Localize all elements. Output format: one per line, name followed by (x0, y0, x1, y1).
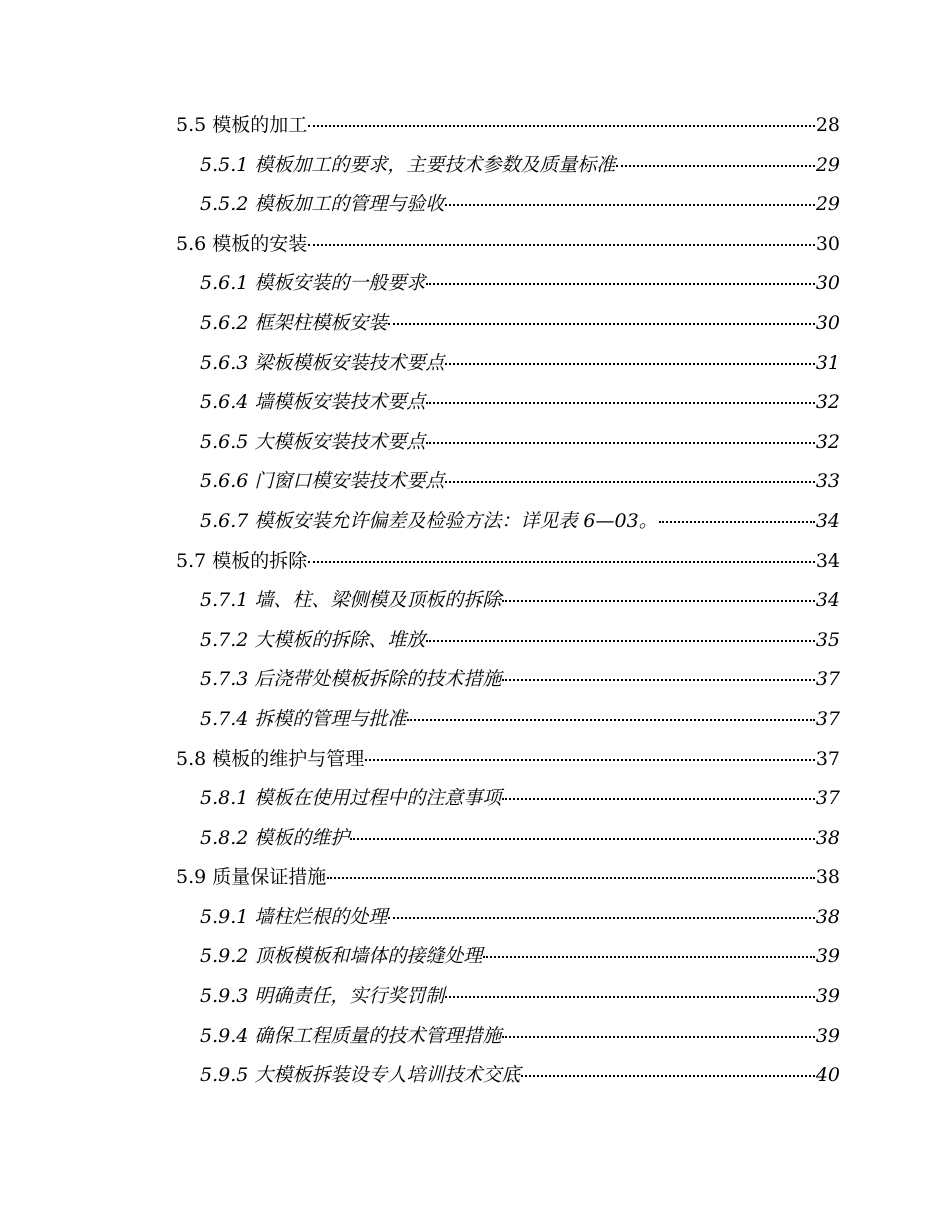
toc-entry-title: 5.6.6 门窗口模安装技术要点 (200, 470, 445, 493)
dot-leader (445, 202, 814, 206)
toc-entry-page-number: 38 (815, 866, 840, 889)
toc-entry-page-number: 40 (815, 1064, 840, 1087)
toc-entry-title: 5.6.5 大模板安装技术要点 (200, 430, 426, 453)
toc-subsection-entry[interactable] (176, 264, 840, 304)
toc-entry-title: 5.8.2 模板的维护 (200, 826, 350, 849)
toc-entry-page-number: 28 (815, 114, 840, 136)
toc-entry-title: 5.7.3 后浇带处模板拆除的技术措施 (200, 668, 502, 691)
toc-entry-title: 5.6 模板的安装 (176, 232, 308, 255)
toc-entry-page-number: 34 (815, 589, 840, 612)
toc-section-entry[interactable] (176, 740, 840, 780)
toc-entry-page-number: 32 (815, 391, 840, 414)
toc-entry-page-number: 30 (815, 272, 840, 295)
dot-leader (502, 598, 814, 602)
toc-entry-page-number: 30 (815, 311, 840, 334)
dot-leader (308, 242, 815, 246)
toc-entry-title: 5.8 模板的维护与管理 (176, 747, 365, 770)
dot-leader (521, 1073, 814, 1077)
toc-entry-title: 5.6.3 梁板模板安装技术要点 (200, 351, 445, 374)
toc-entry-title: 5.9.2 顶板模板和墙体的接缝处理 (200, 945, 483, 968)
dot-leader (350, 836, 814, 840)
toc-section-entry[interactable] (176, 542, 840, 582)
dot-leader (426, 638, 814, 642)
toc-entry-page-number: 29 (815, 193, 840, 216)
toc-entry-page-number: 39 (815, 945, 840, 968)
toc-section-entry[interactable] (176, 858, 840, 898)
toc-subsection-entry[interactable] (176, 819, 840, 859)
toc-entry-page-number: 37 (815, 747, 840, 770)
toc-subsection-entry[interactable] (176, 383, 840, 423)
toc-entry-page-number: 39 (815, 985, 840, 1008)
toc-section-entry[interactable] (176, 225, 840, 265)
toc-subsection-entry[interactable] (176, 937, 840, 977)
toc-entry-title: 5.5 模板的加工 (176, 114, 308, 136)
toc-entry-title: 5.9.3 明确责任，实行奖罚制 (200, 985, 445, 1008)
toc-entry-title: 5.8.1 模板在使用过程中的注意事项 (200, 787, 502, 810)
toc-subsection-entry[interactable] (176, 581, 840, 621)
table-of-contents (176, 106, 840, 1096)
dot-leader (426, 440, 814, 444)
toc-subsection-entry[interactable] (176, 185, 840, 225)
toc-entry-page-number: 33 (815, 470, 840, 493)
dot-leader (308, 123, 815, 127)
dot-leader (616, 163, 814, 167)
toc-subsection-entry[interactable] (176, 423, 840, 463)
dot-leader (327, 875, 815, 879)
toc-entry-title: 5.7 模板的拆除 (176, 549, 308, 572)
toc-subsection-entry[interactable] (176, 462, 840, 502)
toc-entry-title: 5.6.2 框架柱模板安装 (200, 311, 388, 334)
toc-entry-page-number: 31 (815, 351, 840, 374)
toc-entry-page-number: 38 (815, 905, 840, 928)
dot-leader (388, 915, 814, 919)
toc-entry-page-number: 37 (815, 787, 840, 810)
toc-subsection-entry[interactable] (176, 779, 840, 819)
toc-entry-title: 5.7.1 墙、柱、梁侧模及顶板的拆除 (200, 589, 502, 612)
toc-entry-page-number: 30 (815, 232, 840, 255)
toc-entry-page-number: 32 (815, 430, 840, 453)
toc-entry-title: 5.7.2 大模板的拆除、堆放 (200, 628, 426, 651)
dot-leader (502, 796, 814, 800)
toc-subsection-entry[interactable] (176, 660, 840, 700)
dot-leader (445, 994, 814, 998)
toc-subsection-entry[interactable] (176, 502, 840, 542)
toc-entry-page-number: 37 (815, 668, 840, 691)
toc-subsection-entry[interactable] (176, 1017, 840, 1057)
toc-entry-page-number: 39 (815, 1024, 840, 1047)
dot-leader (426, 281, 814, 285)
toc-entry-title: 5.9.4 确保工程质量的技术管理措施 (200, 1024, 502, 1047)
toc-subsection-entry[interactable] (176, 700, 840, 740)
toc-subsection-entry[interactable] (176, 146, 840, 186)
toc-subsection-entry[interactable] (176, 304, 840, 344)
toc-subsection-entry[interactable] (176, 977, 840, 1017)
toc-entry-title: 5.5.1 模板加工的要求，主要技术参数及质量标准 (200, 153, 616, 176)
toc-entry-page-number: 34 (815, 509, 840, 532)
toc-entry-page-number: 38 (815, 826, 840, 849)
toc-entry-title: 5.9.1 墙柱烂根的处理 (200, 905, 388, 928)
dot-leader (659, 519, 815, 523)
toc-entry-title: 5.5.2 模板加工的管理与验收 (200, 193, 445, 216)
toc-entry-page-number: 29 (815, 153, 840, 176)
toc-entry-title: 5.9 质量保证措施 (176, 866, 327, 889)
toc-entry-page-number: 35 (815, 628, 840, 651)
dot-leader (308, 559, 815, 563)
dot-leader (388, 321, 814, 325)
dot-leader (365, 757, 815, 761)
dot-leader (407, 717, 814, 721)
toc-subsection-entry[interactable] (176, 1056, 840, 1096)
toc-subsection-entry[interactable] (176, 621, 840, 661)
toc-entry-title: 5.7.4 拆模的管理与批准 (200, 707, 407, 730)
toc-subsection-entry[interactable] (176, 344, 840, 384)
toc-subsection-entry[interactable] (176, 898, 840, 938)
dot-leader (445, 361, 814, 365)
dot-leader (426, 400, 814, 404)
toc-entry-page-number: 34 (815, 549, 840, 572)
dot-leader (445, 479, 814, 483)
toc-entry-title: 5.6.7 模板安装允许偏差及检验方法：详见表 6—03。 (200, 509, 658, 532)
toc-section-entry[interactable] (176, 106, 840, 146)
dot-leader (502, 1034, 814, 1038)
toc-entry-page-number: 37 (815, 707, 840, 730)
dot-leader (502, 677, 814, 681)
toc-entry-title: 5.9.5 大模板拆装设专人培训技术交底 (200, 1064, 521, 1087)
toc-entry-title: 5.6.4 墙模板安装技术要点 (200, 391, 426, 414)
dot-leader (483, 954, 814, 958)
toc-entry-title: 5.6.1 模板安装的一般要求 (200, 272, 426, 295)
